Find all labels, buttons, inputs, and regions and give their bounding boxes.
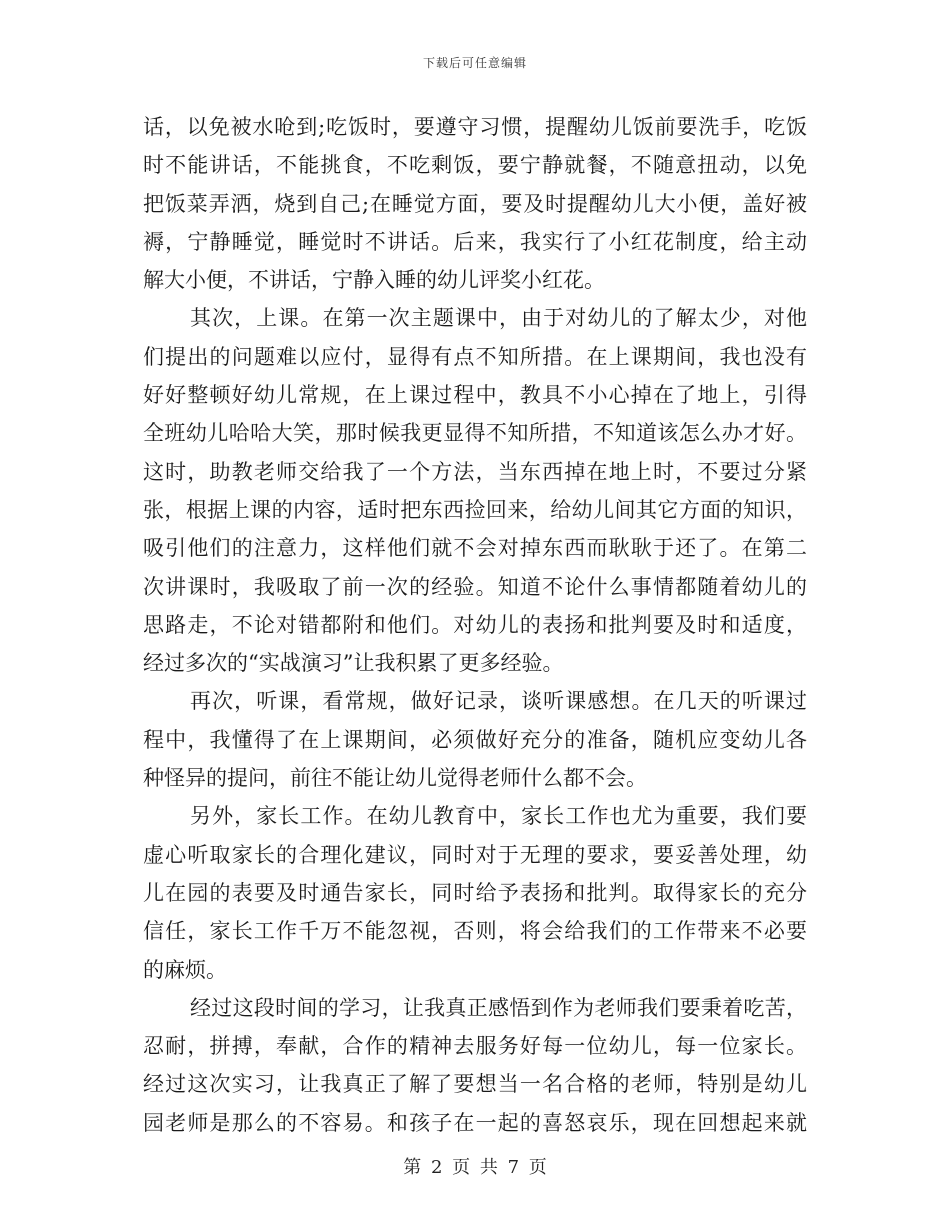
text-line: 经过多次的“实战演习”让我积累了更多经验。 — [143, 651, 564, 676]
text-line: 思路走，不论对错都附和他们。对幼儿的表扬和批判要及时和适度， — [143, 612, 807, 637]
text-line: 的麻烦。 — [143, 957, 227, 982]
text-line: 张，根据上课的内容，适时把东西捡回来，给幼儿间其它方面的知识， — [143, 497, 807, 522]
paragraph — [143, 989, 807, 1142]
text-line: 虚心听取家长的合理化建议，同时对于无理的要求，要妥善处理，幼 — [143, 842, 807, 867]
paragraph — [143, 108, 807, 299]
text-line: 种怪异的提问，前往不能让幼儿觉得老师什么都不会。 — [143, 766, 647, 791]
text-line: 吸引他们的注意力，这样他们就不会对掉东西而耿耿于还了。在第二 — [143, 536, 807, 561]
text-line: 好好整顿好幼儿常规，在上课过程中，教具不小心掉在了地上，引得 — [143, 383, 807, 408]
paragraph — [143, 682, 807, 797]
page-footer: 第 2 页 共 7 页 — [403, 1157, 547, 1178]
paragraph — [143, 299, 807, 682]
text-line: 程中，我懂得了在上课期间，必须做好充分的准备，随机应变幼儿各 — [143, 727, 807, 752]
text-line: 再次，听课，看常规，做好记录，谈听课感想。在几天的听课过 — [190, 689, 807, 714]
text-line: 其次，上课。在第一次主题课中，由于对幼儿的了解太少，对他 — [190, 306, 807, 331]
document-body — [143, 108, 807, 1142]
text-line: 全班幼儿哈哈大笑，那时候我更显得不知所措，不知道该怎么办才好。 — [143, 421, 807, 446]
text-line: 经过这段时间的学习，让我真正感悟到作为老师我们要秉着吃苦， — [190, 995, 807, 1020]
text-line: 话，以免被水呛到;吃饭时，要遵守习惯，提醒幼儿饭前要洗手，吃饭 — [143, 115, 807, 139]
page-header: 下载后可任意编辑 — [422, 56, 527, 70]
text-line: 这时，助教老师交给我了一个方法，当东西掉在地上时，不要过分紧 — [143, 459, 807, 484]
text-line: 另外，家长工作。在幼儿教育中，家长工作也尤为重要，我们要 — [190, 804, 807, 829]
text-line: 儿在园的表要及时通告家长，同时给予表扬和批判。取得家长的充分 — [143, 880, 807, 905]
text-line: 们提出的问题难以应付，显得有点不知所措。在上课期间，我也没有 — [143, 344, 807, 369]
paragraph — [143, 797, 807, 988]
text-line: 褥，宁静睡觉，睡觉时不讲话。后来，我实行了小红花制度，给主动 — [143, 229, 807, 254]
text-line: 解大小便，不讲话，宁静入睡的幼儿评奖小红花。 — [143, 268, 605, 293]
text-line: 次讲课时，我吸取了前一次的经验。知道不论什么事情都随着幼儿的 — [143, 574, 807, 599]
text-line: 经过这次实习，让我真正了解了要想当一名合格的老师，特别是幼儿 — [143, 1072, 807, 1097]
text-line: 信任，家长工作千万不能忽视，否则，将会给我们的工作带来不必要 — [143, 919, 807, 944]
text-line: 把饭菜弄洒，烧到自己;在睡觉方面，要及时提醒幼儿大小便，盖好被 — [143, 191, 807, 216]
text-line: 忍耐，拼搏，奉献，合作的精神去服务好每一位幼儿，每一位家长。 — [143, 1034, 807, 1059]
text-line: 园老师是那么的不容易。和孩子在一起的喜怒哀乐，现在回想起来就 — [143, 1110, 807, 1135]
text-line: 时不能讲话，不能挑食，不吃剩饭，要宁静就餐，不随意扭动，以免 — [143, 153, 807, 178]
